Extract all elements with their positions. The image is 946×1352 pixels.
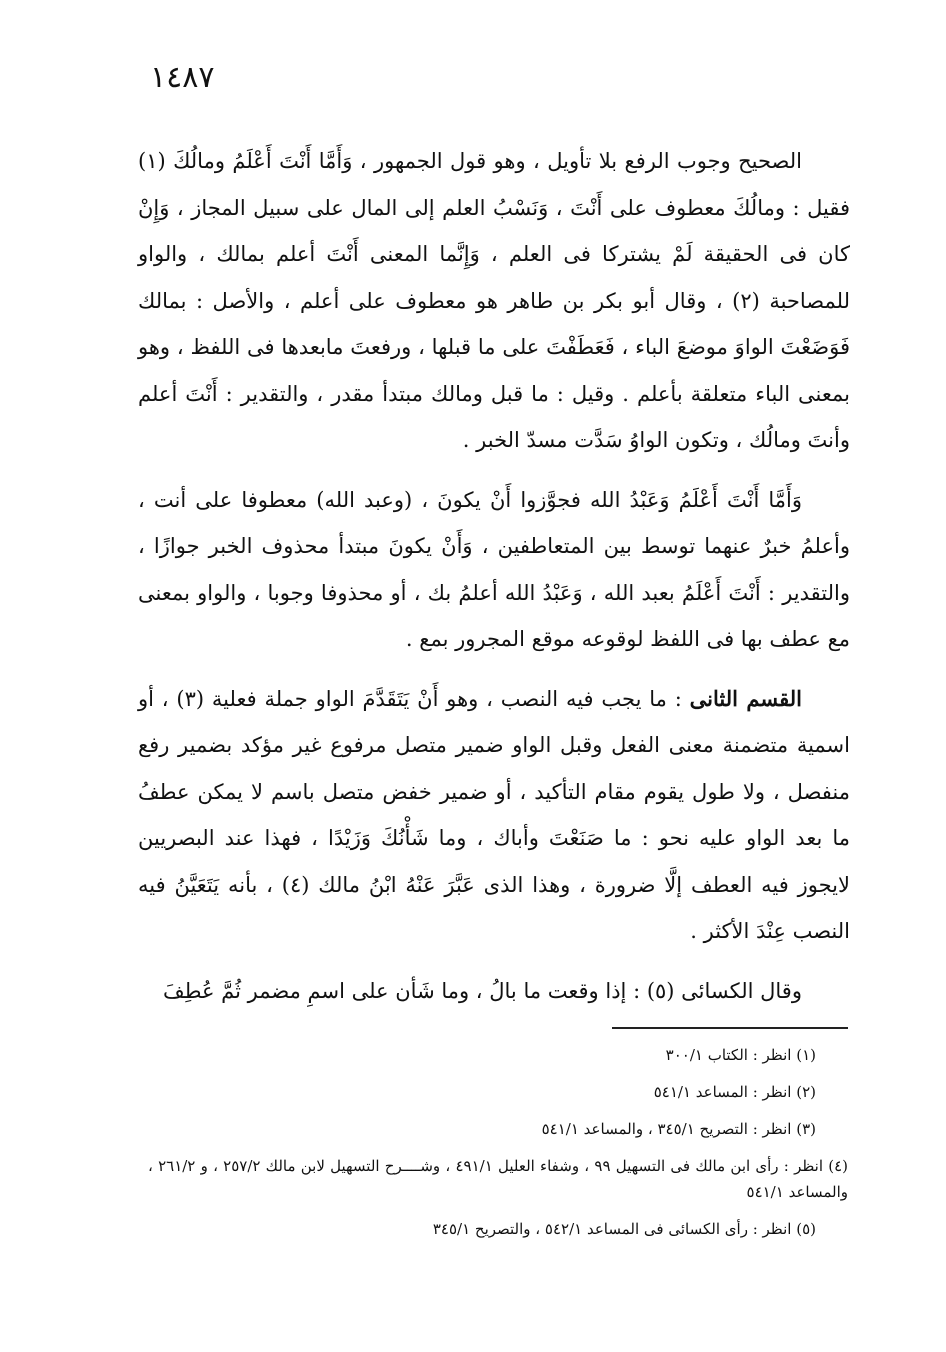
footnote-divider: [612, 1027, 848, 1029]
paragraph-text: : ما يجب فيه النصب ، وهو أَنْ يَتَقَدَّمَ الواو جملة فعلية (٣) ، أو اسمية متضمنة معنى الفعل وقبل الواو ضمير متصل مرفوع غير مؤكد بضمير رفع منفصل ، ولا طول يقوم مقام التأكيد ، أو ضمير خفض متصل باسم لا يمكن عطفُ ما بعد الواو عليه نحو : ما صَنَعْتَ وأباك ، وما شَأْنُكَ وَزَيْدًا ، فهذا عند البصريين لايجوز فيه العطف إلَّا ضرورة ، وهذا الذى عَبَّرَ عَنْهُ ابْنُ مالك (٤) ، بأنه يَتَعَيَّنُ فيه النصب عِنْدَ الأكثر .: [138, 686, 850, 943]
paragraph-text: وَأَمَّا أَنْتَ أَعْلَمُ وَعَبْدُ الله فجوَّزوا أَنْ يكونَ ، (وعبد الله) معطوفا على أنت ، وأعلمُ خبرٌ عنهما توسط بين المتعاطفين ، وَأَنْ يكونَ مبتدأ محذوف الخبر جوازًا ، والتقدير : أَنْتَ أَعْلَمُ بعبد الله ، وَعَبْدُ الله أعلمُ بك ، أو محذوفا وجوبا ، والواو بمعنى مع عطف بها فى اللفظ لوقوعه موقع المجرور بمع .: [138, 487, 850, 651]
main-text: [138, 138, 850, 1014]
paragraph: [138, 138, 850, 464]
paragraph: [138, 968, 850, 1015]
footnote: (١) انظر : الكتاب ٣٠٠/١: [665, 1046, 816, 1064]
footnote: (٢) انظر : المساعد ٥٤١/١: [653, 1083, 816, 1101]
footnote: (٣) انظر : التصريح ٣٤٥/١ ، والمساعد ٥٤١/١: [541, 1120, 816, 1138]
footnotes: [148, 1042, 849, 1253]
footnote: (٤) انظر : رأى ابن مالك فى التسهيل ٩٩ ، وشفاء العليل ٤٩١/١ ، وشــــرح التسهيل لابن مالك ٢٥٧/٢ ، و ٢٦١/٢ ، والمساعد ٥٤١/١: [148, 1157, 849, 1201]
paragraph: [138, 676, 850, 955]
section-heading: القسم الثانى: [689, 685, 803, 711]
footnote: (٥) انظر : رأى الكسائى فى المساعد ٥٤٢/١ ، والتصريح ٣٤٥/١: [432, 1220, 816, 1238]
paragraph-text: وقال الكسائى (٥) : إذا وقعت ما بالُ ، وما شَأن على اسمِ مضمر ثُمَّ عُطِفَ: [162, 978, 802, 1003]
page-number: ١٤٨٧: [150, 60, 215, 95]
paragraph: [138, 477, 850, 663]
paragraph-text: الصحيح وجوب الرفع بلا تأويل ، وهو قول الجمهور ، وَأَمَّا أَنْتَ أَعْلَمُ ومالُكَ (١) فقيل : ومالُكَ معطوف على أَنْتَ ، وَنَسْبُ العلم إلى المال على سبيل المجاز ، وَإِنْ كان فى الحقيقة لَمْ يشتركا فى العلم ، وَإِنَّما المعنى أَنْتَ أعلم بمالك ، والواو للمصاحبة (٢) ، وقال أبو بكر بن طاهر هو معطوف على أعلم ، والأصل : بمالك فَوَضَعْتَ الواوَ موضعَ الباء ، فَعَطَفْتَ على ما قبلها ، ورفعتَ مابعدها فى اللفظ ، وهو بمعنى الباء متعلقة بأعلم . وقيل : ما قبل ومالك مبتدأ مقدر ، والتقدير : أَنْتَ أعلم وأنتَ ومالُك ، وتكون الواوُ سَدَّت مسدّ الخبر .: [138, 149, 851, 452]
